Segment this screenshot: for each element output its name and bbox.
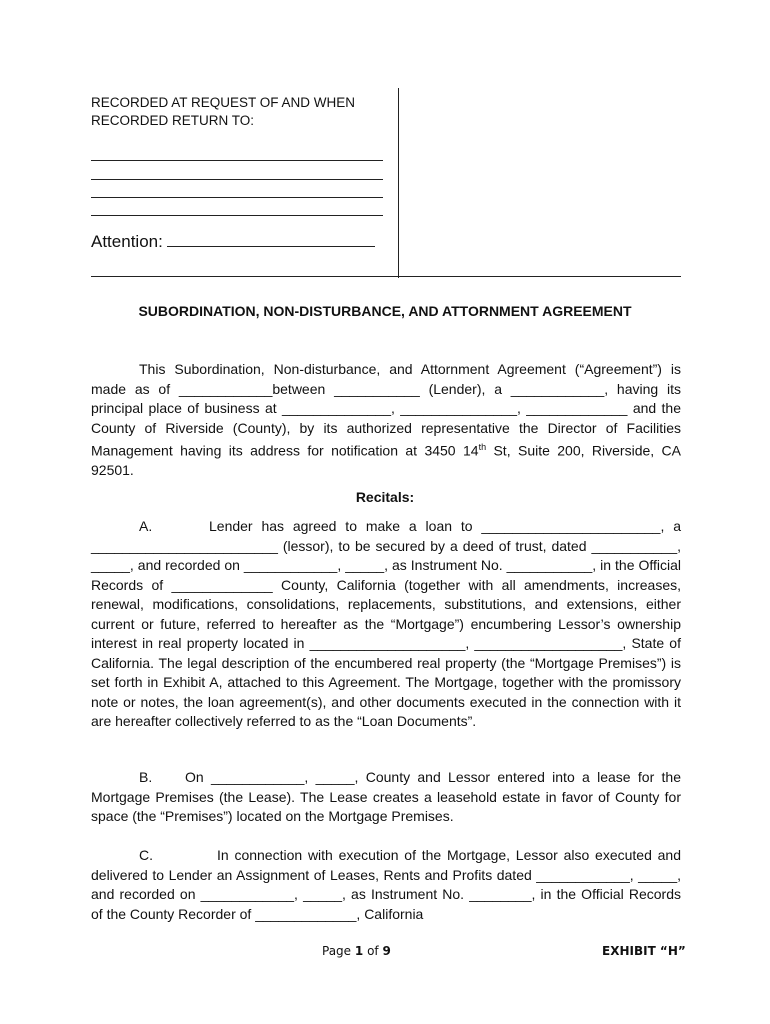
recital-label: A. — [139, 518, 153, 534]
attention-field — [91, 232, 375, 252]
intro-superscript: th — [478, 442, 487, 452]
page-number — [322, 944, 391, 958]
intro-text-1: This Subordination, Non-disturbance, and Attornment Agreement (“Agreement”) is made as of ____________between ___________ (Lender), a ____________, having its principal place of business at ______________, _______________, _____________ and the County of Riverside (County), by its authorized representative the Director of Facilities Management having its address for notification at 3450 14 — [91, 361, 681, 459]
return-address-line — [91, 160, 383, 161]
page-total: 9 — [382, 944, 391, 958]
recording-request-block — [91, 94, 355, 130]
recital-a — [91, 517, 681, 732]
page-of-word: of — [367, 944, 379, 958]
recital-label: B. — [139, 769, 153, 785]
page-word: Page — [322, 944, 352, 958]
document-title: SUBORDINATION, NON-DISTURBANCE, AND ATTORNMENT AGREEMENT — [138, 303, 632, 319]
recital-b — [91, 768, 681, 827]
attention-blank — [167, 232, 375, 247]
recording-divider-horizontal — [91, 276, 681, 277]
recital-text: Lender has agreed to make a loan to _______________________, a ________________________ (lessor), to be secured by a deed of trust, dated ___________, _____, and recorded on ____________, _____, as Instrument No. ___________, in the Official Records of _____________ County, California (together with all amendments, increases, renewal, modifications, consolidations, replacements, substitutions, and extensions, either current or future, referred to hereafter as the “Mortgage”) encumbering Lessor’s ownership interest in real property located in ____________________, ___________________, State of California. The legal description of the encumbered real property (the “Mortgage Premises”) is set forth in Exhibit A, attached to this Agreement. The Mortgage, together with the promissory note or notes, the loan agreement(s), and other documents executed in the connection with it are hereafter collectively referred to as the “Loan Documents”. — [91, 518, 681, 729]
attention-label: Attention: — [91, 232, 163, 251]
recorded-line-1: RECORDED AT REQUEST OF AND WHEN — [91, 95, 356, 110]
return-address-line — [91, 197, 383, 198]
return-address-line — [91, 215, 383, 216]
recitals-heading: Recitals: — [355, 489, 415, 505]
recital-c — [91, 846, 681, 924]
exhibit-label: EXHIBIT “H” — [602, 944, 686, 958]
recital-text: In connection with execution of the Mortgage, Lessor also executed and delivered to Lender an Assignment of Leases, Rents and Profits dated ____________, _____, and recorded on ____________, _____, as Instrument No. ________, in the Official Records of the County Recorder of _____________, California — [91, 847, 681, 922]
recital-text: On ____________, _____, County and Lessor entered into a lease for the Mortgage Premises (the Lease). The Lease creates a leasehold estate in favor of County for space (the “Premises”) located on the Mortgage Premises. — [91, 769, 681, 824]
recording-divider-vertical — [398, 88, 399, 278]
recital-label: C. — [139, 847, 153, 863]
intro-paragraph — [91, 360, 681, 481]
recorded-line-2: RECORDED RETURN TO: — [91, 113, 255, 128]
intro-text-2: St, Suite 200, Riverside, CA 92501. — [91, 442, 681, 479]
return-address-line — [91, 179, 383, 180]
page-current: 1 — [354, 944, 364, 958]
